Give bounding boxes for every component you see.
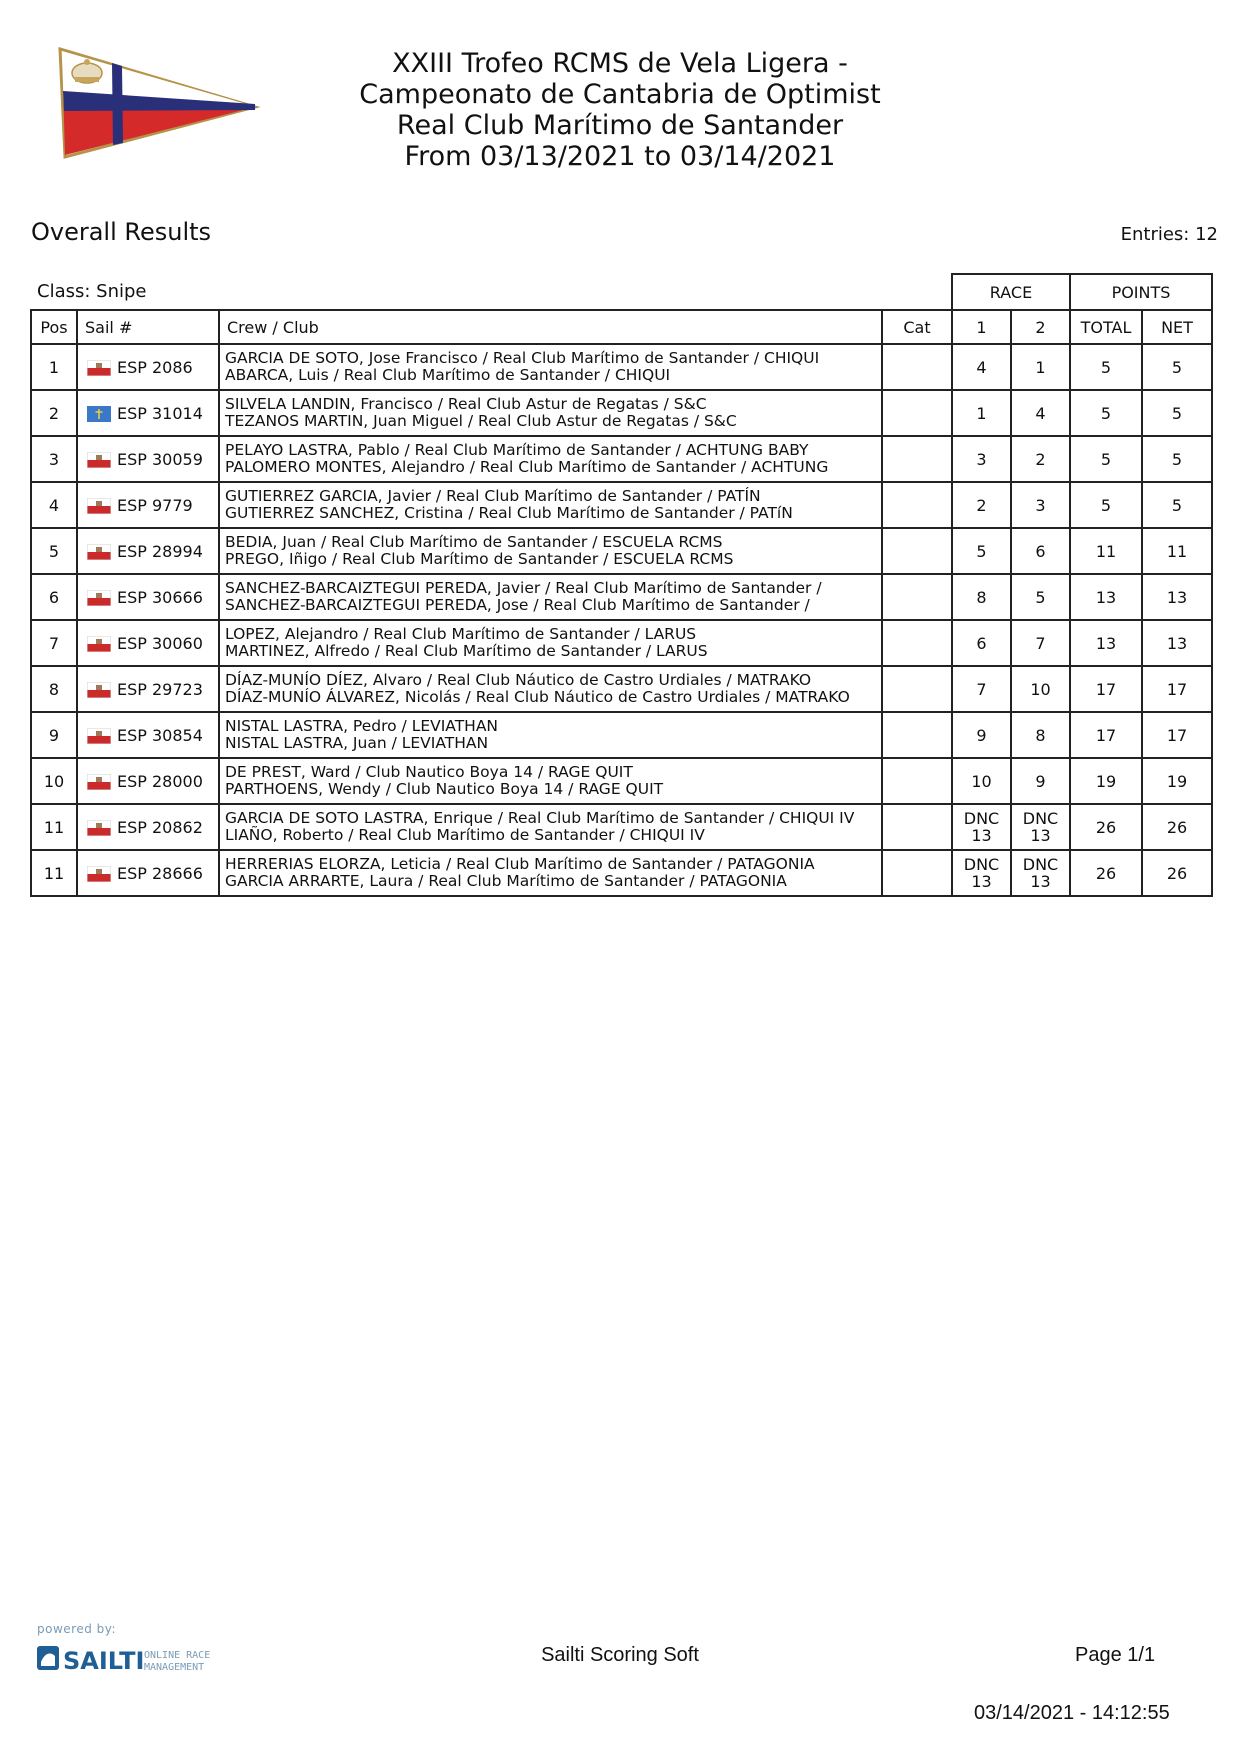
cat-cell bbox=[882, 528, 952, 574]
print-timestamp: 03/14/2021 - 14:12:55 bbox=[974, 1702, 1170, 1724]
crew-member: PREGO, Iñigo / Real Club Marítimo de Santander / ESCUELA RCMS bbox=[225, 550, 734, 568]
sail-number: ESP 9779 bbox=[117, 496, 193, 515]
crew-club-cell bbox=[219, 574, 882, 620]
race-2-cell bbox=[1011, 574, 1070, 620]
crew-helm: GARCIA DE SOTO LASTRA, Enrique / Real Club Marítimo de Santander / CHIQUI IV bbox=[225, 809, 855, 827]
total-cell: 13 bbox=[1070, 574, 1142, 620]
cat-cell bbox=[882, 620, 952, 666]
col-sail: Sail # bbox=[77, 310, 219, 344]
race-1-cell bbox=[952, 344, 1011, 390]
race-group-header: RACE bbox=[952, 274, 1070, 310]
race-2-cell bbox=[1011, 390, 1070, 436]
race-2-score: DNC bbox=[1022, 855, 1059, 874]
sail-cell bbox=[77, 712, 219, 758]
crew-member: LIAÑO, Roberto / Real Club Marítimo de Santander / CHIQUI IV bbox=[225, 826, 705, 844]
cat-cell bbox=[882, 712, 952, 758]
table-row bbox=[31, 850, 1212, 896]
results-table bbox=[30, 273, 1213, 897]
sail-cell bbox=[77, 666, 219, 712]
table-row bbox=[31, 436, 1212, 482]
race-2-score: 5 bbox=[1035, 587, 1046, 607]
total-cell: 5 bbox=[1070, 344, 1142, 390]
race-2-cell bbox=[1011, 850, 1070, 896]
total-cell: 19 bbox=[1070, 758, 1142, 804]
crew-member: SANCHEZ-BARCAIZTEGUI PEREDA, Jose / Real Club Marítimo de Santander / bbox=[225, 596, 810, 614]
cat-cell bbox=[882, 804, 952, 850]
race-2-cell bbox=[1011, 436, 1070, 482]
sail-number: ESP 31014 bbox=[117, 404, 203, 423]
sail-cell bbox=[77, 482, 219, 528]
net-cell: 26 bbox=[1142, 850, 1212, 896]
section-title: Overall Results bbox=[31, 218, 212, 246]
race-1-score: 7 bbox=[976, 679, 987, 699]
sail-cell bbox=[77, 390, 219, 436]
event-title-line-3: Real Club Marítimo de Santander bbox=[396, 110, 844, 141]
race-1-cell bbox=[952, 804, 1011, 850]
sail-cell bbox=[77, 344, 219, 390]
crew-helm: GUTIERREZ GARCIA, Javier / Real Club Marítimo de Santander / PATÍN bbox=[225, 487, 761, 505]
race-2-score: DNC bbox=[1022, 809, 1059, 828]
crew-helm: SILVELA LANDIN, Francisco / Real Club Astur de Regatas / S&C bbox=[225, 395, 707, 413]
race-2-score: 7 bbox=[1035, 633, 1046, 653]
sail-number: ESP 20862 bbox=[117, 818, 203, 837]
position-cell: 11 bbox=[31, 804, 77, 850]
race-1-cell bbox=[952, 758, 1011, 804]
position-cell: 6 bbox=[31, 574, 77, 620]
crew-member: ABARCA, Luis / Real Club Marítimo de Santander / CHIQUI bbox=[225, 366, 671, 384]
net-cell: 17 bbox=[1142, 712, 1212, 758]
total-cell: 5 bbox=[1070, 482, 1142, 528]
race-2-score: 8 bbox=[1035, 725, 1046, 745]
col-race-1: 1 bbox=[952, 310, 1011, 344]
total-cell: 11 bbox=[1070, 528, 1142, 574]
sail-cell bbox=[77, 574, 219, 620]
sail-number: ESP 30666 bbox=[117, 588, 203, 607]
crew-helm: DE PREST, Ward / Club Nautico Boya 14 / RAGE QUIT bbox=[225, 763, 633, 781]
event-title-line-1: XXIII Trofeo RCMS de Vela Ligera - bbox=[392, 48, 848, 79]
race-1-cell bbox=[952, 712, 1011, 758]
crew-club-cell bbox=[219, 850, 882, 896]
crew-member: PALOMERO MONTES, Alejandro / Real Club Marítimo de Santander / ACHTUNG bbox=[225, 458, 829, 476]
race-1-cell bbox=[952, 850, 1011, 896]
position-cell: 9 bbox=[31, 712, 77, 758]
race-2-score: 10 bbox=[1030, 679, 1051, 699]
position-cell: 10 bbox=[31, 758, 77, 804]
table-row bbox=[31, 712, 1212, 758]
race-1-score: 10 bbox=[971, 771, 992, 791]
cat-cell bbox=[882, 758, 952, 804]
race-2-cell bbox=[1011, 712, 1070, 758]
header-group-row bbox=[31, 274, 1212, 310]
event-title bbox=[300, 48, 940, 172]
crew-club-cell bbox=[219, 666, 882, 712]
total-cell: 26 bbox=[1070, 804, 1142, 850]
crew-club-cell bbox=[219, 344, 882, 390]
cantabria-flag-icon bbox=[87, 728, 111, 744]
race-1-cell bbox=[952, 666, 1011, 712]
sail-cell bbox=[77, 436, 219, 482]
race-2-cell bbox=[1011, 482, 1070, 528]
race-2-score: 1 bbox=[1035, 357, 1046, 377]
total-cell: 26 bbox=[1070, 850, 1142, 896]
crew-helm: GARCIA DE SOTO, Jose Francisco / Real Club Marítimo de Santander / CHIQUI bbox=[225, 349, 820, 367]
sail-number: ESP 29723 bbox=[117, 680, 203, 699]
race-2-score: 2 bbox=[1035, 449, 1046, 469]
sail-number: ESP 28994 bbox=[117, 542, 203, 561]
asturias-flag-icon bbox=[87, 406, 111, 422]
race-1-score: 4 bbox=[976, 357, 987, 377]
net-cell: 5 bbox=[1142, 344, 1212, 390]
position-cell: 8 bbox=[31, 666, 77, 712]
table-row bbox=[31, 666, 1212, 712]
race-2-cell bbox=[1011, 758, 1070, 804]
table-row bbox=[31, 574, 1212, 620]
cantabria-flag-icon bbox=[87, 498, 111, 514]
sailti-tagline-1: ONLINE RACE bbox=[144, 1650, 211, 1661]
race-2-cell bbox=[1011, 666, 1070, 712]
cantabria-flag-icon bbox=[87, 452, 111, 468]
software-name: Sailti Scoring Soft bbox=[541, 1644, 699, 1666]
position-cell: 5 bbox=[31, 528, 77, 574]
race-1-cell bbox=[952, 436, 1011, 482]
table-row bbox=[31, 482, 1212, 528]
cat-cell bbox=[882, 390, 952, 436]
cantabria-flag-icon bbox=[87, 682, 111, 698]
crew-member: TEZANOS MARTIN, Juan Miguel / Real Club Astur de Regatas / S&C bbox=[225, 412, 737, 430]
cantabria-flag-icon bbox=[87, 774, 111, 790]
race-2-cell bbox=[1011, 804, 1070, 850]
total-cell: 5 bbox=[1070, 390, 1142, 436]
race-1-cell bbox=[952, 390, 1011, 436]
crew-member: DÍAZ-MUNÍO ÁLVAREZ, Nicolás / Real Club Náutico de Castro Urdiales / MATRAKO bbox=[225, 688, 850, 706]
crew-club-cell bbox=[219, 482, 882, 528]
cat-cell bbox=[882, 436, 952, 482]
position-cell: 3 bbox=[31, 436, 77, 482]
sailti-tagline-2: MANAGEMENT bbox=[144, 1662, 205, 1673]
cantabria-flag-icon bbox=[87, 544, 111, 560]
total-cell: 13 bbox=[1070, 620, 1142, 666]
race-2-points: 13 bbox=[1030, 872, 1051, 891]
sail-cell bbox=[77, 804, 219, 850]
crew-member: GARCIA ARRARTE, Laura / Real Club Marítimo de Santander / PATAGONIA bbox=[225, 872, 787, 890]
race-2-cell bbox=[1011, 528, 1070, 574]
powered-by-label: powered by: bbox=[37, 1622, 117, 1636]
col-net: NET bbox=[1142, 310, 1212, 344]
crew-club-cell bbox=[219, 804, 882, 850]
sail-number: ESP 28666 bbox=[117, 864, 203, 883]
race-2-cell bbox=[1011, 620, 1070, 666]
sail-cell bbox=[77, 850, 219, 896]
cat-cell bbox=[882, 850, 952, 896]
crew-club-cell bbox=[219, 758, 882, 804]
race-1-points: 13 bbox=[971, 826, 992, 845]
crew-helm: HERRERIAS ELORZA, Leticia / Real Club Marítimo de Santander / PATAGONIA bbox=[225, 855, 815, 873]
race-1-score: 8 bbox=[976, 587, 987, 607]
event-title-line-2: Campeonato de Cantabria de Optimist bbox=[359, 79, 881, 110]
crew-helm: SANCHEZ-BARCAIZTEGUI PEREDA, Javier / Real Club Marítimo de Santander / bbox=[225, 579, 822, 597]
race-1-cell bbox=[952, 528, 1011, 574]
crew-member: NISTAL LASTRA, Juan / LEVIATHAN bbox=[225, 734, 489, 752]
net-cell: 13 bbox=[1142, 574, 1212, 620]
cantabria-flag-icon bbox=[87, 636, 111, 652]
entries-count: Entries: 12 bbox=[1120, 224, 1218, 245]
race-1-score: 6 bbox=[976, 633, 987, 653]
net-cell: 13 bbox=[1142, 620, 1212, 666]
net-cell: 19 bbox=[1142, 758, 1212, 804]
net-cell: 5 bbox=[1142, 436, 1212, 482]
net-cell: 17 bbox=[1142, 666, 1212, 712]
cantabria-flag-icon bbox=[87, 820, 111, 836]
race-2-score: 4 bbox=[1035, 403, 1046, 423]
crew-club-cell bbox=[219, 620, 882, 666]
table-row bbox=[31, 390, 1212, 436]
race-1-score: 3 bbox=[976, 449, 987, 469]
race-1-score: DNC bbox=[963, 855, 1000, 874]
crew-club-cell bbox=[219, 712, 882, 758]
sail-number: ESP 30060 bbox=[117, 634, 203, 653]
total-cell: 5 bbox=[1070, 436, 1142, 482]
cat-cell bbox=[882, 482, 952, 528]
position-cell: 2 bbox=[31, 390, 77, 436]
crew-member: GUTIERREZ SANCHEZ, Cristina / Real Club Marítimo de Santander / PATíN bbox=[225, 504, 793, 522]
table-row bbox=[31, 528, 1212, 574]
event-dates: From 03/13/2021 to 03/14/2021 bbox=[404, 141, 836, 172]
col-cat: Cat bbox=[882, 310, 952, 344]
table-row bbox=[31, 344, 1212, 390]
race-1-cell bbox=[952, 620, 1011, 666]
race-2-score: 3 bbox=[1035, 495, 1046, 515]
col-pos: Pos bbox=[31, 310, 77, 344]
total-cell: 17 bbox=[1070, 712, 1142, 758]
race-2-score: 9 bbox=[1035, 771, 1046, 791]
total-cell: 17 bbox=[1070, 666, 1142, 712]
net-cell: 5 bbox=[1142, 390, 1212, 436]
race-1-score: 5 bbox=[976, 541, 987, 561]
crew-member: MARTINEZ, Alfredo / Real Club Marítimo de Santander / LARUS bbox=[225, 642, 708, 660]
cat-cell bbox=[882, 666, 952, 712]
crew-helm: LOPEZ, Alejandro / Real Club Marítimo de Santander / LARUS bbox=[225, 625, 697, 643]
crew-club-cell bbox=[219, 528, 882, 574]
club-burgee-logo bbox=[55, 45, 285, 185]
sail-number: ESP 30059 bbox=[117, 450, 203, 469]
col-crew-club: Crew / Club bbox=[219, 310, 882, 344]
race-1-points: 13 bbox=[971, 872, 992, 891]
race-1-score: 2 bbox=[976, 495, 987, 515]
crew-helm: BEDIA, Juan / Real Club Marítimo de Santander / ESCUELA RCMS bbox=[225, 533, 723, 551]
sailti-brand: SAILTI bbox=[63, 1647, 145, 1675]
crew-member: PARTHOENS, Wendy / Club Nautico Boya 14 / RAGE QUIT bbox=[225, 780, 664, 798]
race-1-cell bbox=[952, 482, 1011, 528]
race-2-cell bbox=[1011, 344, 1070, 390]
net-cell: 11 bbox=[1142, 528, 1212, 574]
sail-cell bbox=[77, 620, 219, 666]
sail-cell bbox=[77, 758, 219, 804]
crew-helm: DÍAZ-MUNÍO DÍEZ, Alvaro / Real Club Náutico de Castro Urdiales / MATRAKO bbox=[225, 671, 812, 689]
table-row bbox=[31, 758, 1212, 804]
crew-club-cell bbox=[219, 390, 882, 436]
race-1-score: 1 bbox=[976, 403, 987, 423]
cantabria-flag-icon bbox=[87, 360, 111, 376]
net-cell: 5 bbox=[1142, 482, 1212, 528]
table-row bbox=[31, 804, 1212, 850]
race-1-cell bbox=[952, 574, 1011, 620]
cantabria-flag-icon bbox=[87, 866, 111, 882]
results-body bbox=[31, 344, 1212, 896]
position-cell: 11 bbox=[31, 850, 77, 896]
crew-helm: NISTAL LASTRA, Pedro / LEVIATHAN bbox=[225, 717, 499, 735]
race-1-score: DNC bbox=[963, 809, 1000, 828]
sail-number: ESP 28000 bbox=[117, 772, 203, 791]
cat-cell bbox=[882, 574, 952, 620]
column-header-row bbox=[31, 310, 1212, 344]
sail-cell bbox=[77, 528, 219, 574]
sail-number: ESP 2086 bbox=[117, 358, 193, 377]
race-1-score: 9 bbox=[976, 725, 987, 745]
cat-cell bbox=[882, 344, 952, 390]
points-group-header: POINTS bbox=[1070, 274, 1212, 310]
position-cell: 1 bbox=[31, 344, 77, 390]
col-race-2: 2 bbox=[1011, 310, 1070, 344]
page-number: Page 1/1 bbox=[1075, 1644, 1156, 1666]
sail-number: ESP 30854 bbox=[117, 726, 203, 745]
sailti-logo bbox=[37, 1640, 245, 1676]
position-cell: 7 bbox=[31, 620, 77, 666]
cantabria-flag-icon bbox=[87, 590, 111, 606]
col-total: TOTAL bbox=[1070, 310, 1142, 344]
race-2-score: 6 bbox=[1035, 541, 1046, 561]
net-cell: 26 bbox=[1142, 804, 1212, 850]
position-cell: 4 bbox=[31, 482, 77, 528]
crew-club-cell bbox=[219, 436, 882, 482]
race-2-points: 13 bbox=[1030, 826, 1051, 845]
sailti-mark-icon bbox=[37, 1646, 59, 1670]
crew-helm: PELAYO LASTRA, Pablo / Real Club Marítimo de Santander / ACHTUNG BABY bbox=[225, 441, 809, 459]
class-label: Class: Snipe bbox=[37, 281, 147, 302]
table-row bbox=[31, 620, 1212, 666]
